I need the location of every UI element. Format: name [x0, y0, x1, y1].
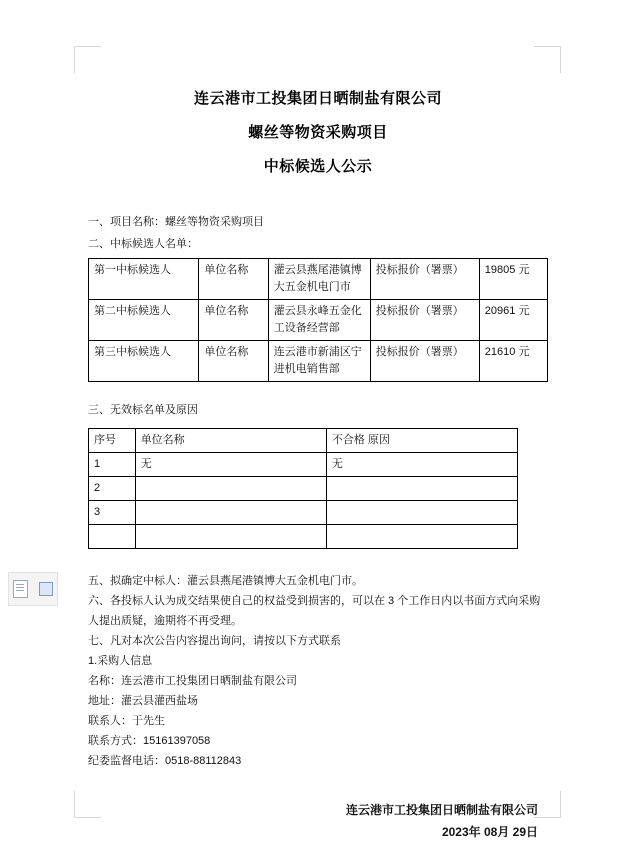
invalid-bids-heading: 三、无效标名单及原因	[88, 404, 198, 416]
contact-heading: 1.采购人信息	[88, 655, 153, 667]
project-name-line: 一、项目名称：螺丝等物资采购项目	[88, 216, 264, 228]
contact-phone: 联系方式：15161397058	[88, 735, 211, 747]
candidate-price-label: 投标报价（署票）	[370, 300, 479, 341]
candidate-name: 灌云县燕尾港镇博大五金机电门市	[268, 259, 370, 300]
invalid-bids-table-wrap	[88, 428, 548, 549]
signature-company: 连云港市工投集团日晒制盐有限公司	[345, 803, 538, 817]
candidate-rank: 第一中标候选人	[89, 259, 199, 300]
column-header-reason: 不合格 原因	[326, 429, 517, 453]
cell-index	[89, 525, 136, 549]
document-body	[88, 212, 548, 843]
candidates-table	[88, 258, 548, 382]
side-widget-toolbar[interactable]	[8, 572, 58, 606]
candidate-name-label: 单位名称	[199, 259, 268, 300]
cell-company	[135, 477, 326, 501]
table-row	[89, 259, 548, 300]
contact-block	[88, 651, 548, 771]
table-row	[89, 341, 548, 382]
candidate-name: 连云港市新浦区宁进机电销售部	[268, 341, 370, 382]
candidate-price-label: 投标报价（署票）	[370, 259, 479, 300]
contact-address: 地址：灌云县灌西盐场	[88, 695, 198, 707]
column-header-index: 序号	[89, 429, 136, 453]
contact-name: 名称：连云港市工投集团日晒制盐有限公司	[88, 675, 297, 687]
cell-company	[135, 501, 326, 525]
cell-reason	[326, 477, 517, 501]
document-icon	[13, 580, 28, 598]
clause-five: 五、拟确定中标人：灌云县燕尾港镇博大五金机电门市。	[88, 575, 363, 587]
contact-supervision-phone: 纪委监督电话：0518-88112843	[88, 755, 242, 767]
table-row	[89, 501, 518, 525]
table-row	[89, 525, 518, 549]
signature-block	[88, 799, 548, 843]
table-header-row	[89, 429, 518, 453]
candidates-heading: 二、中标候选人名单：	[88, 238, 198, 250]
cell-company	[135, 525, 326, 549]
document-title-block	[88, 82, 548, 184]
page-title-line-2: 螺丝等物资采购项目	[248, 124, 388, 141]
contact-person: 联系人：于先生	[88, 715, 165, 727]
clause-six: 六、各投标人认为成交结果使自己的权益受到损害的，可以在 3 个工作日内以书面方式向采购人提出质疑，逾期将不再受理。	[88, 595, 541, 627]
candidate-price: 21610 元	[479, 341, 547, 382]
cell-index: 2	[89, 477, 136, 501]
page-title-line-1: 连云港市工投集团日晒制盐有限公司	[193, 90, 442, 107]
column-header-company: 单位名称	[135, 429, 326, 453]
candidate-price: 20961 元	[479, 300, 547, 341]
document-content	[88, 60, 548, 843]
candidate-rank: 第三中标候选人	[89, 341, 199, 382]
document-clauses	[88, 571, 548, 771]
cell-index: 1	[89, 453, 136, 477]
cell-reason	[326, 525, 517, 549]
table-row	[89, 300, 548, 341]
table-row	[89, 453, 518, 477]
cell-company: 无	[135, 453, 326, 477]
clause-seven: 七、凡对本次公告内容提出询问，请按以下方式联系	[88, 635, 341, 647]
square-icon	[39, 582, 53, 596]
candidate-price: 19805 元	[479, 259, 547, 300]
signature-date: 2023年 08月 29日	[441, 825, 538, 839]
candidate-name-label: 单位名称	[199, 341, 268, 382]
table-row	[89, 477, 518, 501]
candidate-rank: 第二中标候选人	[89, 300, 199, 341]
cell-reason	[326, 501, 517, 525]
cell-reason: 无	[326, 453, 517, 477]
candidate-name-label: 单位名称	[199, 300, 268, 341]
invalid-bids-table	[88, 428, 518, 549]
cell-index: 3	[89, 501, 136, 525]
candidate-price-label: 投标报价（署票）	[370, 341, 479, 382]
candidate-name: 灌云县永峰五金化工设备经营部	[268, 300, 370, 341]
page-title-line-3: 中标候选人公示	[263, 158, 373, 175]
